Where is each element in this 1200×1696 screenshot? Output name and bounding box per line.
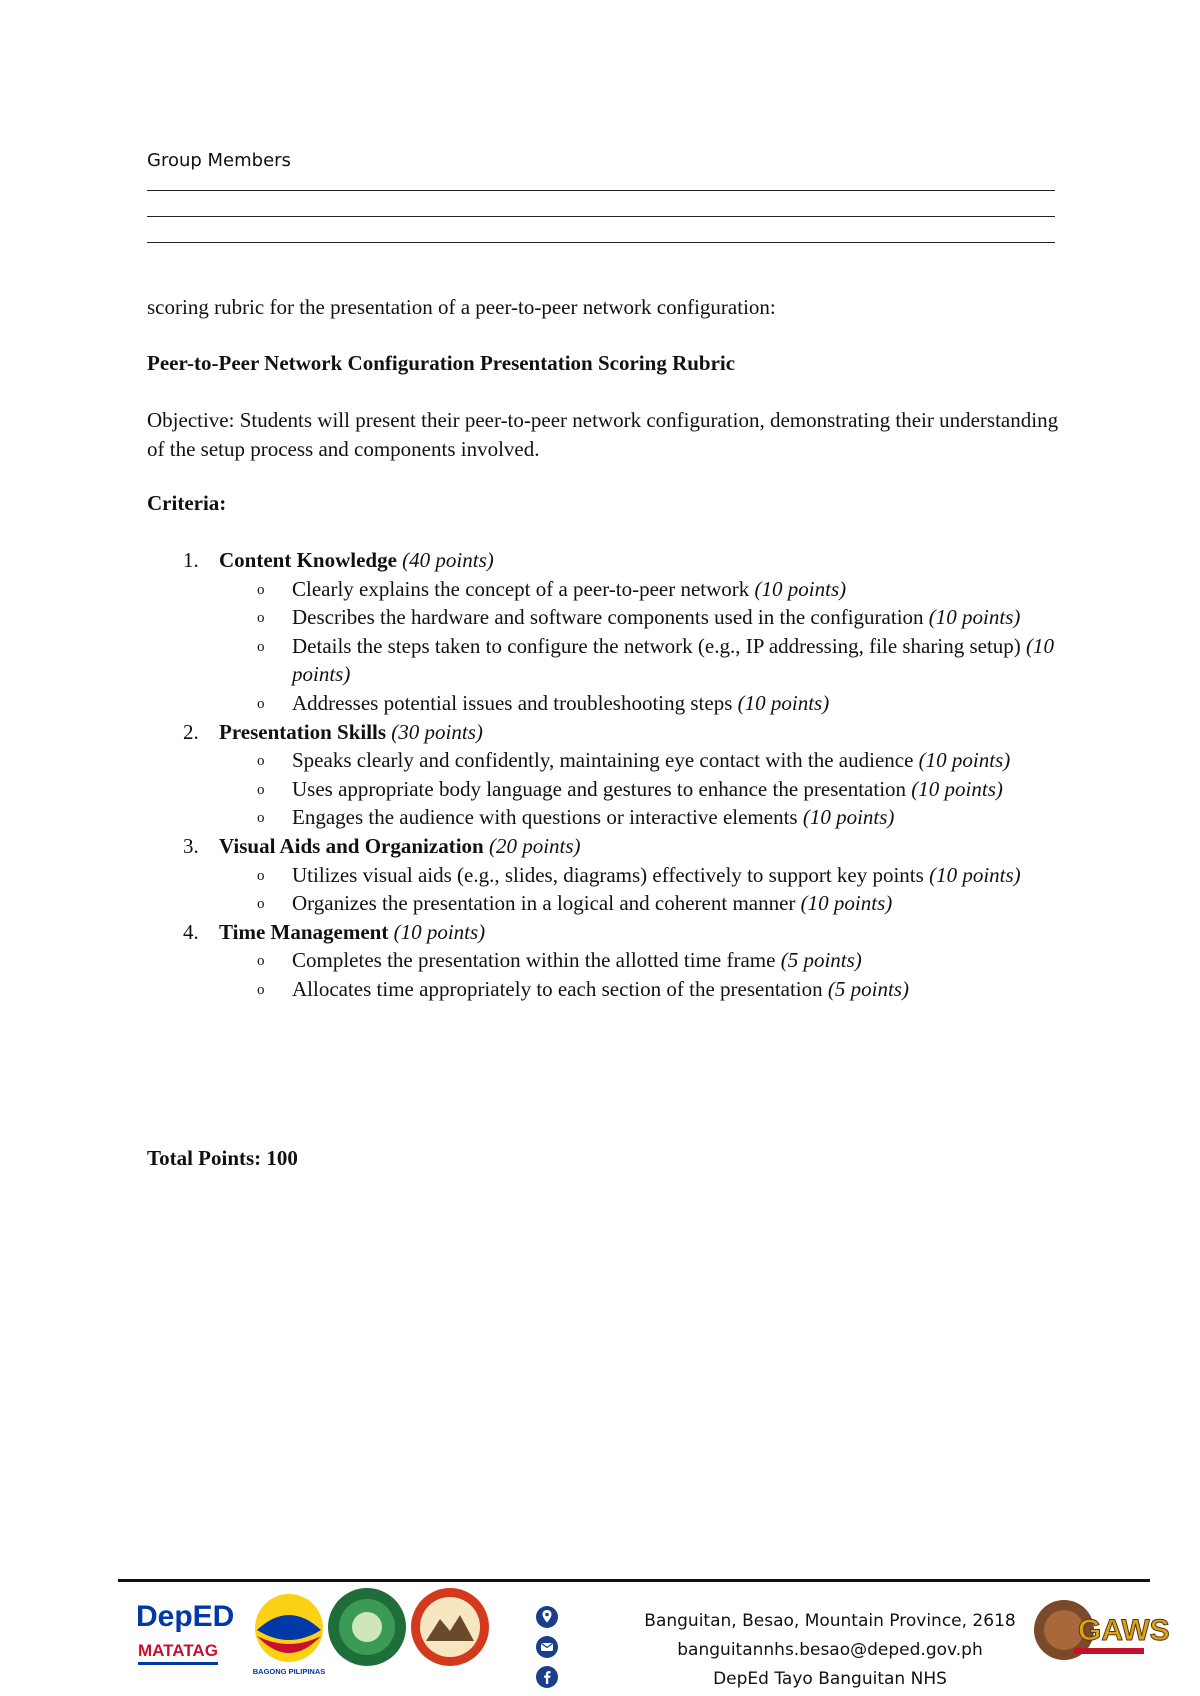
item-text: Completes the presentation within the allotted time frame [292, 948, 776, 973]
item-points: (10 points) [737, 690, 830, 715]
item-text: Uses appropriate body language and gestures to enhance the presentation [292, 776, 907, 801]
bullet-icon: o [257, 867, 265, 884]
criterion-points: (10 points) [393, 919, 486, 944]
item-text: Utilizes visual aids (e.g., slides, diagrams) effectively to support key points [292, 862, 924, 887]
item-points: (10 points) [911, 776, 1003, 801]
location-pin-icon [535, 1605, 559, 1629]
rubric-title: Peer-to-Peer Network Configuration Presentation Scoring Rubric [147, 351, 736, 375]
member-blank-line [147, 216, 1055, 217]
footer-email: banguitannhs.besao@deped.gov.ph [677, 1640, 983, 1660]
matatag-wordmark: MATATAG [138, 1641, 218, 1660]
item-text: Organizes the presentation in a logical and coherent manner [292, 891, 796, 916]
criterion-item [147, 861, 1067, 890]
criterion [147, 546, 1067, 575]
item-points: (10 points) [800, 891, 893, 916]
criterion-item [147, 689, 1067, 718]
footer-address: Banguitan, Besao, Mountain Province, 2618 [644, 1611, 1016, 1631]
banguitan-nhs-seal-logo [408, 1585, 492, 1669]
bullet-icon: o [257, 896, 265, 913]
item-points: (10 points) [929, 862, 1021, 887]
criterion [147, 918, 1067, 947]
item-points: (10 points) [802, 805, 895, 830]
item-points: (10 points) [918, 748, 1011, 773]
member-blank-line [147, 242, 1055, 243]
footer-facebook: DepEd Tayo Banguitan NHS [713, 1669, 947, 1689]
footer-divider [118, 1579, 1150, 1582]
criterion-item [147, 889, 1067, 918]
criterion-points: (20 points) [488, 833, 581, 858]
bullet-icon: o [257, 581, 265, 598]
criterion-item [147, 746, 1067, 775]
criterion [147, 832, 1067, 861]
item-points: (5 points) [780, 948, 862, 973]
bullet-icon: o [257, 781, 265, 798]
total-points: Total Points: 100 [147, 1146, 298, 1170]
group-members-label: Group Members [147, 150, 291, 171]
footer-contact [605, 1607, 1055, 1694]
criterion-points: (30 points) [391, 719, 483, 744]
deped-matatag-logo [134, 1594, 235, 1676]
criterion-label: Time Management [219, 919, 389, 944]
gaws-logo [1030, 1590, 1170, 1664]
criteria-list [147, 546, 1067, 1004]
item-points: (10 points) [928, 605, 1021, 630]
item-text: Addresses potential issues and troubleshooting steps [292, 690, 733, 715]
criterion-label: Visual Aids and Organization [219, 833, 484, 858]
item-text: Details the steps taken to configure the network (e.g., IP addressing, file sharing setup) [292, 633, 1021, 658]
bullet-icon: o [257, 810, 265, 827]
item-text: Engages the audience with questions or interactive elements [292, 805, 798, 830]
item-text: Speaks clearly and confidently, maintaining eye contact with the audience [292, 748, 914, 773]
criterion-item [147, 775, 1067, 804]
bullet-icon: o [257, 753, 265, 770]
criteria-heading: Criteria: [147, 491, 227, 515]
item-text: Allocates time appropriately to each section of the presentation [292, 976, 823, 1001]
bullet-icon: o [257, 953, 265, 970]
school-seal-logo [325, 1585, 409, 1669]
criterion-item [147, 575, 1067, 604]
bullet-icon: o [257, 610, 265, 627]
facebook-icon [535, 1665, 559, 1689]
criterion-number: 2. [183, 719, 199, 744]
item-text: Clearly explains the concept of a peer-to-peer network [292, 576, 750, 601]
criterion-label: Content Knowledge [219, 548, 397, 572]
criterion-number: 1. [183, 548, 199, 572]
criterion-label: Presentation Skills [219, 719, 387, 744]
item-text: Describes the hardware and software components used in the configuration [292, 605, 924, 630]
criterion-item [147, 975, 1067, 1004]
criterion [147, 718, 1067, 747]
item-points: (10 points) [292, 633, 1055, 687]
criterion-item [147, 803, 1067, 832]
member-blank-line [147, 190, 1055, 191]
criterion-item [147, 603, 1067, 632]
criterion-item [147, 632, 1067, 689]
bullet-icon: o [257, 638, 265, 655]
bagong-pilipinas-logo [243, 1590, 335, 1676]
bullet-icon: o [257, 695, 265, 712]
deped-wordmark: DepED [136, 1600, 235, 1633]
criterion-number: 4. [183, 919, 199, 944]
criterion-item [147, 946, 1067, 975]
intro-text: scoring rubric for the presentation of a peer-to-peer network configuration: [147, 295, 776, 319]
criterion-number: 3. [183, 833, 199, 858]
gaws-wordmark: GAWS [1078, 1614, 1170, 1647]
message-icon [535, 1635, 559, 1659]
bagong-pilipinas-text: BAGONG PILIPINAS [252, 1667, 326, 1676]
objective-text: Objective: Students will present their peer-to-peer network configuration, demonstrating their understanding of the setup process and components involved. [147, 408, 1059, 461]
item-points: (5 points) [827, 976, 909, 1001]
criterion-points: (40 points) [402, 548, 494, 572]
item-points: (10 points) [754, 576, 847, 601]
bullet-icon: o [257, 981, 265, 998]
